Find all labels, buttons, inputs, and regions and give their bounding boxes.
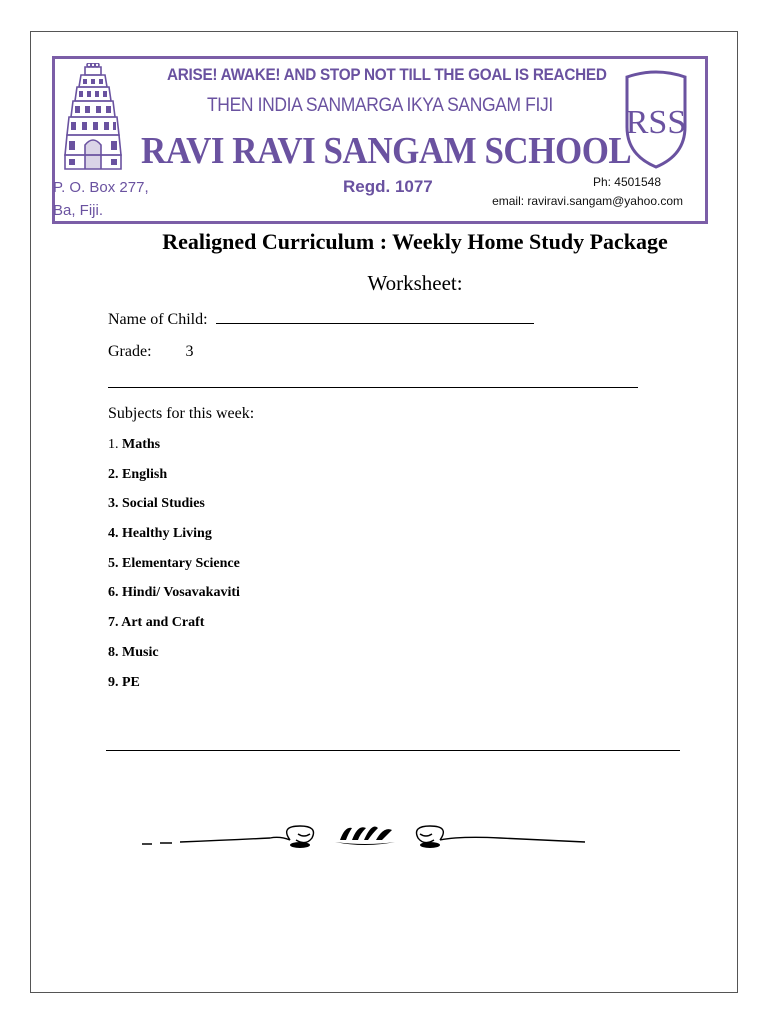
list-item bbox=[108, 614, 240, 644]
po-box-city: Ba, Fiji. bbox=[53, 202, 104, 219]
subject-number: 3. bbox=[108, 496, 119, 512]
rss-shield-icon bbox=[621, 69, 691, 169]
subject-name: Art and Craft bbox=[121, 615, 205, 631]
email-address: email: raviravi.sangam@yahoo.com bbox=[492, 194, 683, 208]
po-box-line: P. O. Box 277, bbox=[53, 179, 149, 196]
decorative-flourish-icon bbox=[140, 818, 590, 858]
subject-number: 5. bbox=[108, 555, 119, 571]
subject-name: Hindi/ Vosavakaviti bbox=[122, 585, 240, 601]
list-item bbox=[108, 584, 240, 614]
grade-label: Grade: bbox=[108, 343, 152, 360]
list-item bbox=[108, 495, 240, 525]
worksheet-heading: Worksheet: bbox=[367, 271, 463, 295]
list-item bbox=[108, 555, 240, 585]
list-item bbox=[108, 525, 240, 555]
document-title: Realigned Curriculum : Weekly Home Study Package bbox=[162, 229, 668, 254]
list-item bbox=[108, 674, 240, 704]
subject-number: 6. bbox=[108, 585, 119, 601]
subject-name: Maths bbox=[122, 437, 161, 452]
temple-icon bbox=[63, 63, 123, 173]
badge-text: RSS bbox=[625, 104, 687, 141]
list-item bbox=[108, 466, 240, 496]
bottom-separator-line bbox=[106, 750, 680, 751]
list-item bbox=[108, 436, 240, 466]
subject-number: 2. bbox=[108, 466, 119, 482]
subject-number: 8. bbox=[108, 644, 119, 660]
subject-name: PE bbox=[122, 674, 140, 690]
subject-name: Healthy Living bbox=[122, 526, 212, 542]
po-box-address bbox=[53, 176, 149, 222]
child-name-row bbox=[108, 311, 534, 329]
phone-number: Ph: 4501548 bbox=[592, 175, 661, 189]
subject-name: Elementary Science bbox=[122, 555, 240, 571]
subject-number: 1. bbox=[108, 437, 119, 452]
child-name-blank[interactable] bbox=[216, 311, 534, 324]
subject-name: Social Studies bbox=[122, 496, 205, 512]
registration-number: Regd. 1077 bbox=[343, 177, 433, 196]
grade-row bbox=[108, 343, 194, 361]
school-letterhead bbox=[52, 56, 708, 224]
subjects-heading: Subjects for this week: bbox=[108, 405, 255, 422]
subject-name: English bbox=[122, 466, 168, 482]
child-name-label: Name of Child: bbox=[108, 311, 208, 328]
subject-number: 9. bbox=[108, 674, 119, 690]
subject-number: 7. bbox=[108, 615, 119, 631]
subject-number: 4. bbox=[108, 526, 119, 542]
subject-list bbox=[108, 436, 240, 703]
organization-name: THEN INDIA SANMARGA IKYA SANGAM FIJI bbox=[207, 95, 553, 116]
list-item bbox=[108, 644, 240, 674]
separator-line bbox=[108, 387, 638, 388]
subject-name: Music bbox=[122, 644, 159, 660]
grade-value: 3 bbox=[185, 343, 194, 360]
school-name: RAVI RAVI SANGAM SCHOOL bbox=[141, 130, 632, 172]
school-motto: ARISE! AWAKE! AND STOP NOT TILL THE GOAL IS REACHED bbox=[167, 65, 607, 84]
